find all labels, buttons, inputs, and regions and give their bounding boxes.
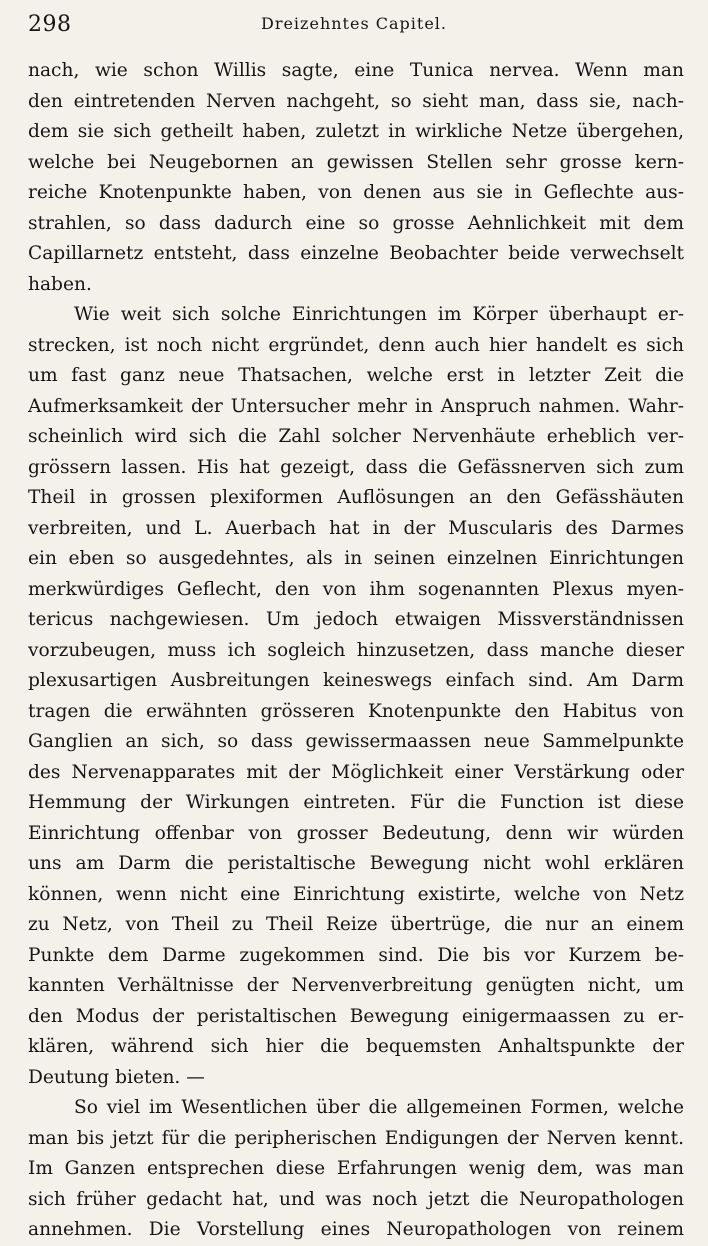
text-line: zu Netz, von Theil zu Theil Reize übertrüge, die nur an einem [28,914,684,935]
page-number: 298 [28,12,72,37]
text-line: Aufmerksamkeit der Untersucher mehr in Anspruch nahmen. Wahr- [28,395,684,417]
text-line: Punkte dem Darme zugekommen sind. Die bis vor Kurzem be- [28,944,684,966]
text-line: des Nervenapparates mit der Möglichkeit einer Verstärkung oder [28,761,684,783]
text-line: vorzubeugen, muss ich sogleich hinzusetzen, dass manche dieser [28,639,684,661]
text-line: den Modus der peristaltischen Bewegung einigermaassen zu er- [28,1005,684,1027]
text-line: klären, während sich hier die bequemsten Anhaltspunkte der [28,1036,684,1057]
text-line: grössern lassen. His hat gezeigt, dass die Gefässnerven sich zum [28,456,684,478]
text-line: uns am Darm die peristaltische Bewegung nicht wohl erklären [28,853,684,874]
text-line: welche bei Neugebornen an gewissen Stellen sehr grosse kern- [28,151,684,173]
text-line: reiche Knotenpunkte haben, von denen aus sie in Geflechte aus- [28,182,684,203]
text-line: Einrichtung offenbar von grosser Bedeutung, denn wir würden [28,822,684,844]
text-line: Im Ganzen entsprechen diese Erfahrungen wenig dem, was man [28,1158,684,1179]
text-line: Wie weit sich solche Einrichtungen im Körper überhaupt er- [74,304,684,325]
text-line: tericus nachgewiesen. Um jedoch etwaigen Missverständnissen [28,609,684,630]
text-line: dem sie sich getheilt haben, zuletzt in wirkliche Netze übergehen, [28,121,684,142]
text-line: Hemmung der Wirkungen eintreten. Für die Function ist diese [28,792,684,813]
text-line: strahlen, so dass dadurch eine so grosse Aehnlichkeit mit dem [28,212,684,234]
text-line: Deutung bieten. — [28,1066,205,1088]
text-line: Capillarnetz entsteht, dass einzelne Beobachter beide verwechselt [28,243,684,264]
text-line: sich früher gedacht hat, und was noch jetzt die Neuropathologen [28,1188,684,1210]
text-line: merkwürdiges Geflecht, den von ihm sogenannten Plexus myen- [28,578,684,600]
text-line: den eintretenden Nerven nachgeht, so sieht man, dass sie, nach- [28,90,684,112]
text-line: So viel im Wesentlichen über die allgemeinen Formen, welche [74,1097,684,1118]
text-line: man bis jetzt für die peripherischen Endigungen der Nerven kennt. [28,1127,684,1149]
text-line: Theil in grossen plexiformen Auflösungen an den Gefässhäuten [28,487,684,508]
text-line: scheinlich wird sich die Zahl solcher Nervenhäute erheblich ver- [28,426,684,447]
text-line: um fast ganz neue Thatsachen, welche erst in letzter Zeit die [28,365,684,386]
text-line: annehmen. Die Vorstellung eines Neuropathologen von reinem [28,1219,684,1240]
text-line: können, wenn nicht eine Einrichtung existirte, welche von Netz [28,883,684,905]
text-line: verbreiten, und L. Auerbach hat in der Muscularis des Darmes [28,517,684,539]
text-line: nach, wie schon Willis sagte, eine Tunica nervea. Wenn man [28,60,684,81]
text-line: plexusartigen Ausbreitungen keineswegs einfach sind. Am Darm [28,670,684,691]
text-line: kannten Verhältnisse der Nervenverbreitung genügten nicht, um [28,975,684,996]
text-line: haben. [28,273,92,295]
text-line: Ganglien an sich, so dass gewissermaassen neue Sammelpunkte [28,731,684,752]
text-line: tragen die erwähnten grösseren Knotenpunkte den Habitus von [28,700,684,722]
chapter-title: Dreizehntes Capitel. [260,14,447,33]
running-head [28,12,680,42]
text-line: strecken, ist noch nicht ergründet, denn auch hier handelt es sich [28,334,684,356]
body-text [28,56,684,1246]
text-line: ein eben so ausgedehntes, als in seinen einzelnen Einrichtungen [28,548,684,569]
